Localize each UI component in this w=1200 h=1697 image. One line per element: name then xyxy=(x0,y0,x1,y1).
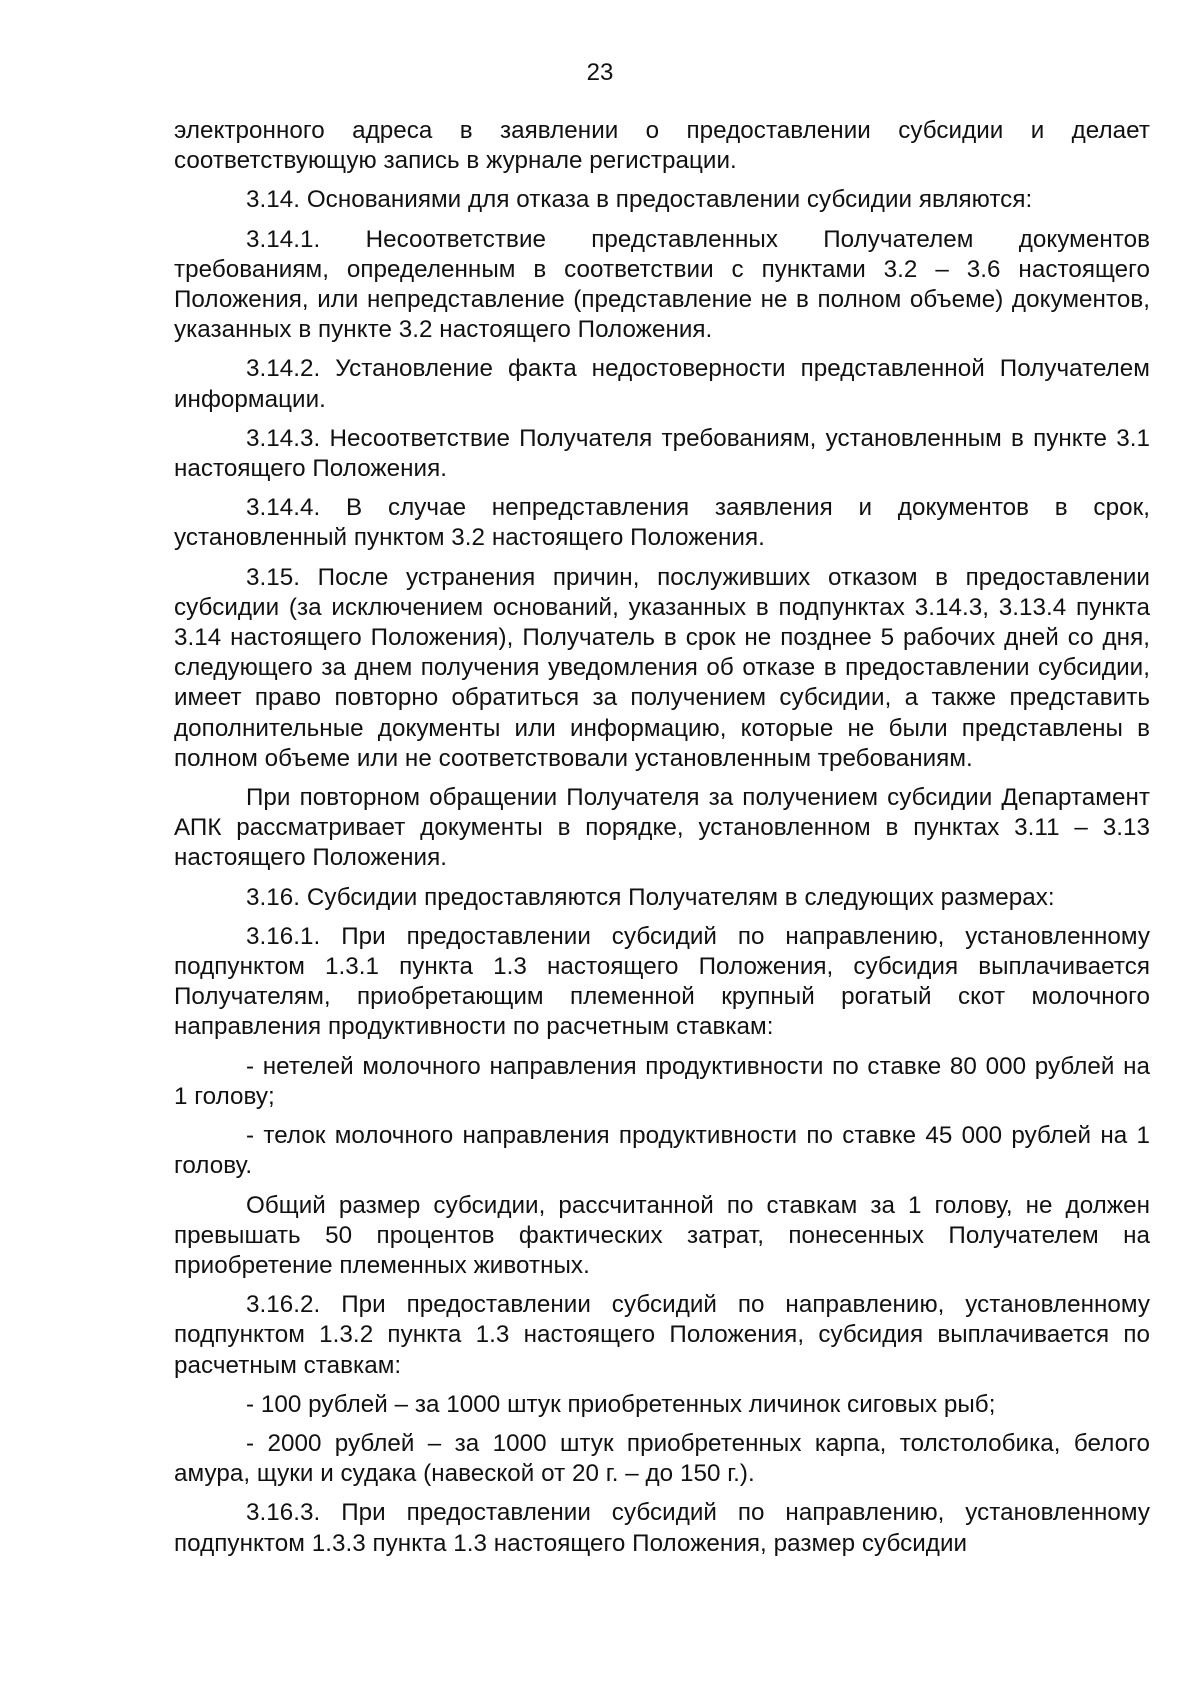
paragraph-3-16-3: 3.16.3. При предоставлении субсидий по направлению, установленному подпунктом 1.3.3 пункта 1.3 настоящего Положения, размер субсидии xyxy=(174,1499,1150,1557)
page-number: 23 xyxy=(586,59,614,86)
list-item-carp: - 2000 рублей – за 1000 штук приобретенных карпа, толстолобика, белого амура, щуки и судака (навеской от 20 г. – до 150 г.). xyxy=(174,1429,1150,1488)
paragraph-3-15: 3.15. После устранения причин, послуживших отказом в предоставлении субсидии (за исключением оснований, указанных в подпунктах 3.14.3, 3.13.4 пункта 3.14 настоящего Положения), Получатель в срок не позднее 5 рабочих дней со дня, следующего за днем получения уведомления об отказе в предоставлении субсидии, имеет право повторно обратиться за получением субсидии, а также представить дополнительные документы или информацию, которые не были представлены в полном объеме или не соответствовали установленным требованиям. xyxy=(174,563,1150,772)
list-item-heifers: - нетелей молочного направления продуктивности по ставке 80 000 рублей на 1 голову; xyxy=(174,1052,1150,1110)
paragraph-3-14-3: 3.14.3. Несоответствие Получателя требованиям, установленным в пункте 3.1 настоящего Положения. xyxy=(174,424,1150,483)
paragraph-3-14-2: 3.14.2. Установление факта недостоверности представленной Получателем информации. xyxy=(174,355,1150,413)
document-body xyxy=(174,116,1150,1568)
paragraph-total-limit: Общий размер субсидии, рассчитанной по ставкам за 1 голову, не должен превышать 50 процентов фактических затрат, понесенных Получателем на приобретение племенных животных. xyxy=(174,1191,1150,1279)
list-item-calves: - телок молочного направления продуктивности по ставке 45 000 рублей на 1 голову. xyxy=(174,1122,1150,1180)
paragraph-3-16-2: 3.16.2. При предоставлении субсидий по направлению, установленному подпунктом 1.3.2 пункта 1.3 настоящего Положения, субсидия выплачивается по расчетным ставкам: xyxy=(174,1291,1150,1379)
paragraph-repeat-application: При повторном обращении Получателя за получением субсидии Департамент АПК рассматривает документы в порядке, установленном в пунктах 3.11 – 3.13 настоящего Положения. xyxy=(174,784,1150,872)
list-item-whitefish: - 100 рублей – за 1000 штук приобретенных личинок сиговых рыб; xyxy=(246,1390,996,1418)
paragraph-continuation: электронного адреса в заявлении о предоставлении субсидии и делает соответствующую запись в журнале регистрации. xyxy=(174,117,1150,175)
paragraph-3-14: 3.14. Основаниями для отказа в предоставлении субсидии являются: xyxy=(246,186,1033,214)
paragraph-3-14-4: 3.14.4. В случае непредставления заявления и документов в срок, установленный пунктом 3.2 настоящего Положения. xyxy=(174,494,1150,552)
paragraph-3-16: 3.16. Субсидии предоставляются Получателям в следующих размерах: xyxy=(246,883,1055,911)
paragraph-3-14-1: 3.14.1. Несоответствие представленных Получателем документов требованиям, определенным в соответствии с пунктами 3.2 – 3.6 настоящего Положения, или непредставление (представление не в полном объеме) документов, указанных в пункте 3.2 настоящего Положения. xyxy=(174,225,1150,344)
paragraph-3-16-1: 3.16.1. При предоставлении субсидий по направлению, установленному подпунктом 1.3.1 пункта 1.3 настоящего Положения, субсидия выплачивается Получателям, приобретающим племенной крупный рогатый скот молочного направления продуктивности по расчетным ставкам: xyxy=(174,922,1150,1041)
